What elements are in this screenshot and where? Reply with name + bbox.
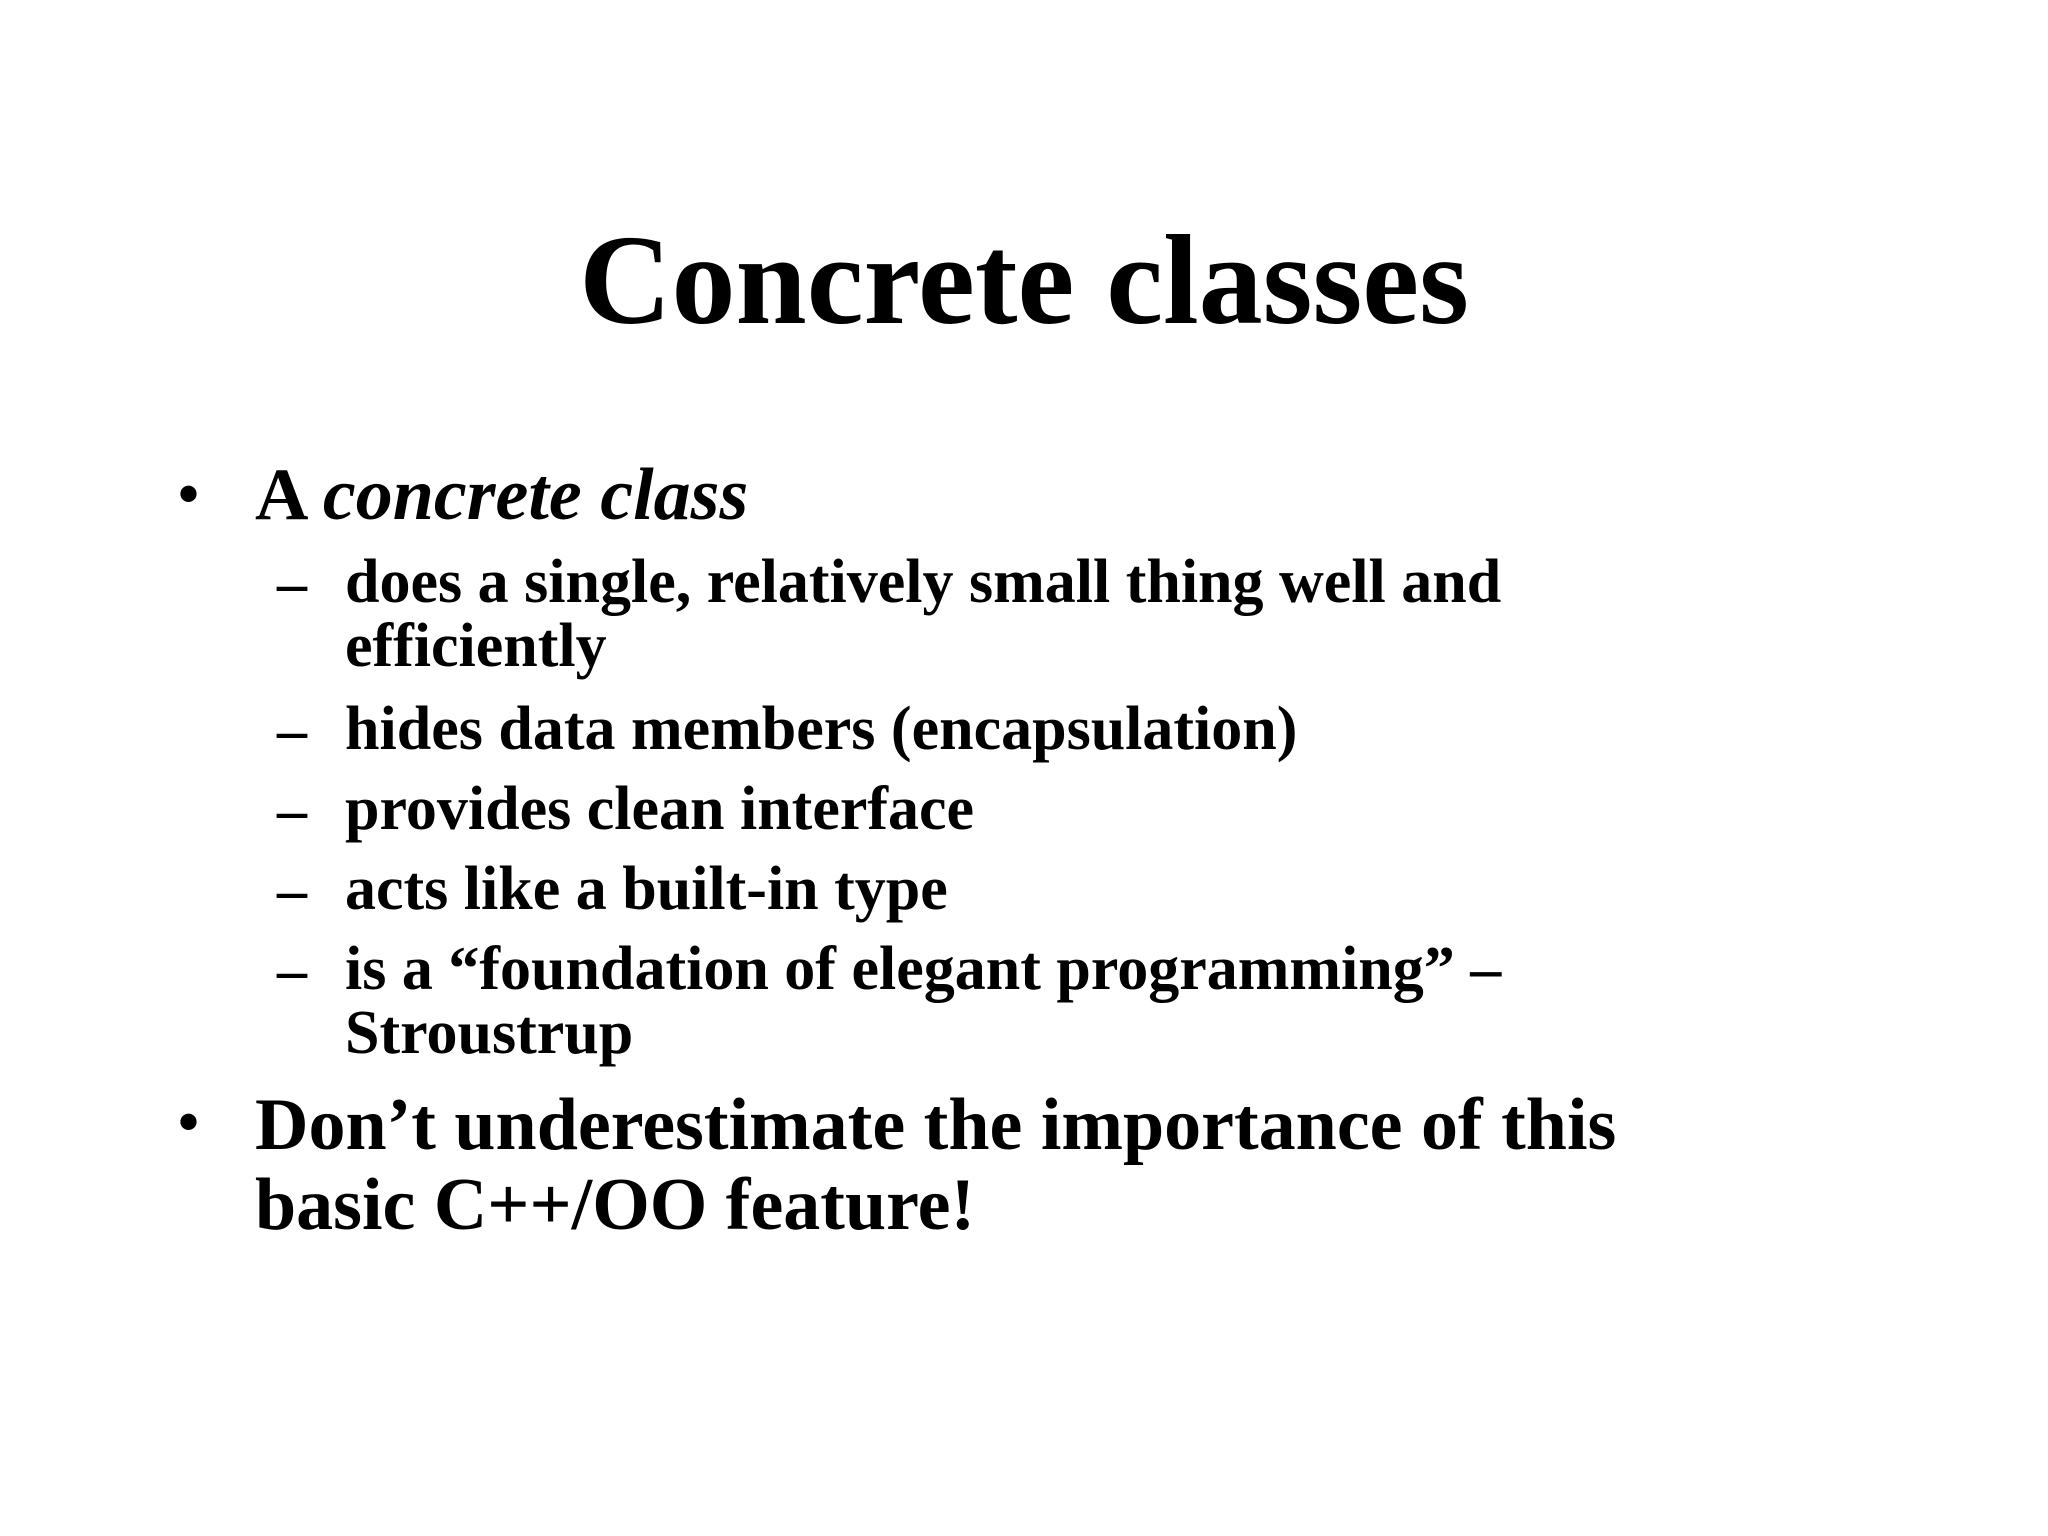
slide-title: Concrete classes — [579, 209, 1469, 351]
sub-item-1-line-1: does a single, relatively small thing well and — [345, 548, 1502, 616]
sub-item-5-line-2: Stroustrup — [345, 999, 634, 1067]
bullet-1-text — [255, 455, 748, 535]
bullet-1-lead: A — [255, 454, 305, 536]
dash-marker: – — [277, 777, 307, 843]
bullet-2-line-2: basic C++/OO feature! — [255, 1164, 976, 1246]
sub-item-2-text: hides data members (encapsulation) — [345, 695, 1298, 763]
dash-marker: – — [277, 857, 307, 923]
sub-item-4-text: acts like a built-in type — [345, 855, 948, 923]
bullet-2-line-1: Don’t underestimate the importance of this — [255, 1084, 1617, 1166]
dash-marker: – — [277, 937, 307, 1003]
sub-item-5-line-1: is a “foundation of elegant programming” – — [345, 935, 1502, 1003]
dash-marker: – — [277, 697, 307, 763]
sub-item-1-line-2: efficiently — [345, 612, 607, 680]
dash-marker: – — [277, 550, 307, 616]
bullet-marker: • — [178, 461, 200, 527]
bullet-marker: • — [178, 1089, 200, 1155]
sub-item-3-text: provides clean interface — [345, 775, 975, 843]
bullet-1-emphasis: concrete class — [322, 454, 749, 536]
